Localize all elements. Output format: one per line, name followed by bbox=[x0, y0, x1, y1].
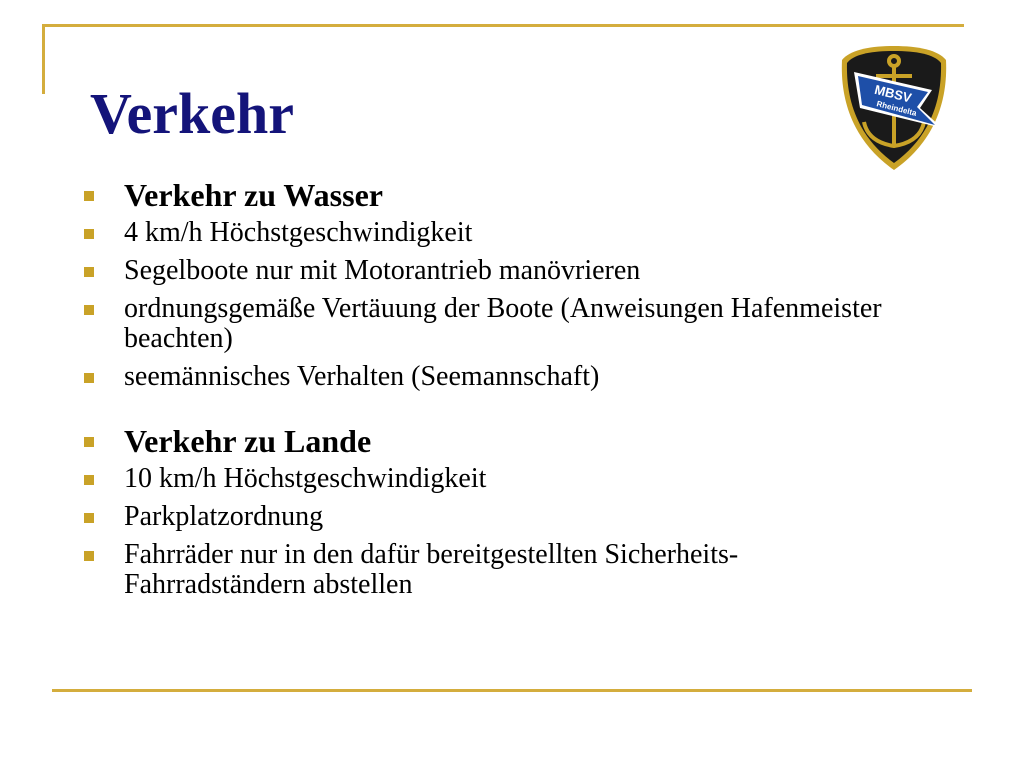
bullet-item bbox=[84, 218, 904, 248]
bullet-text: ordnungsgemäße Vertäuung der Boote (Anweisungen Hafenmeister beachten) bbox=[124, 293, 882, 354]
bullet-heading bbox=[84, 422, 904, 460]
bullet-text: Verkehr zu Lande bbox=[124, 423, 372, 459]
square-bullet-icon bbox=[84, 305, 94, 315]
anchor-pennant-shield-icon bbox=[838, 42, 950, 174]
square-bullet-icon bbox=[84, 513, 94, 523]
frame-left-line bbox=[42, 24, 45, 94]
bullet-item bbox=[84, 502, 904, 532]
bullet-text: Segelboote nur mit Motorantrieb manövrieren bbox=[124, 255, 641, 286]
square-bullet-icon bbox=[84, 373, 94, 383]
bullet-item bbox=[84, 540, 904, 600]
frame-top-line bbox=[42, 24, 964, 27]
bullet-text: Parkplatzordnung bbox=[124, 501, 324, 532]
bullet-text: seemännisches Verhalten (Seemannschaft) bbox=[124, 361, 600, 392]
bullet-item bbox=[84, 362, 904, 392]
bullet-item bbox=[84, 464, 904, 494]
square-bullet-icon bbox=[84, 267, 94, 277]
bullet-heading bbox=[84, 176, 904, 214]
bullet-text: Fahrräder nur in den dafür bereitgestellten Sicherheits-Fahrradständern abstellen bbox=[124, 539, 739, 600]
bullet-text: Verkehr zu Wasser bbox=[124, 177, 383, 213]
bullet-item bbox=[84, 294, 904, 354]
square-bullet-icon bbox=[84, 229, 94, 239]
bullet-text: 10 km/h Höchstgeschwindigkeit bbox=[124, 463, 487, 494]
bullet-list bbox=[84, 176, 904, 608]
square-bullet-icon bbox=[84, 437, 94, 447]
logo-text-mbsv: MBSV bbox=[873, 81, 914, 106]
bullet-item bbox=[84, 256, 904, 286]
frame-bottom-line bbox=[52, 689, 972, 692]
square-bullet-icon bbox=[84, 475, 94, 485]
logo-text-rheindelta: Rheindelta bbox=[875, 99, 918, 118]
slide-title: Verkehr bbox=[90, 81, 295, 146]
square-bullet-icon bbox=[84, 191, 94, 201]
bullet-text: 4 km/h Höchstgeschwindigkeit bbox=[124, 217, 473, 248]
square-bullet-icon bbox=[84, 551, 94, 561]
